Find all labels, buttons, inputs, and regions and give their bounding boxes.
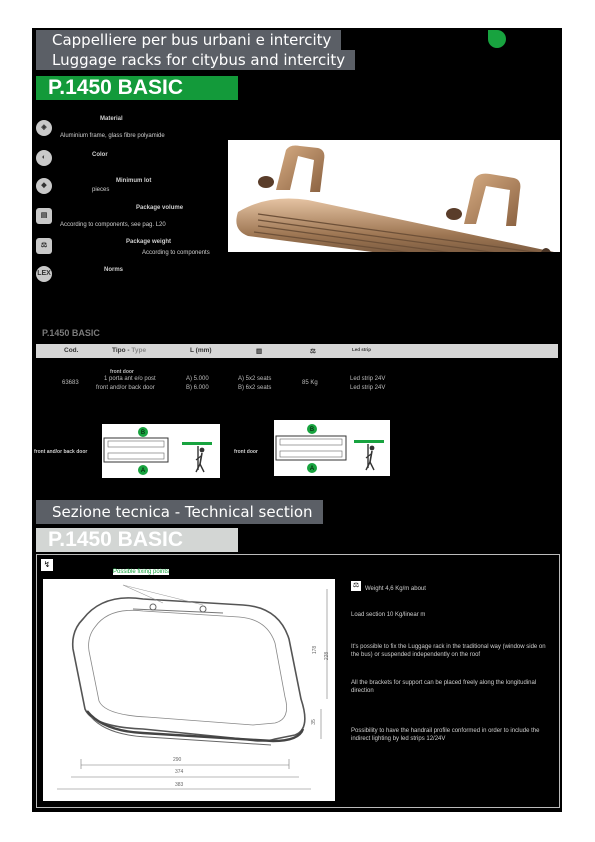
- col-type: [112, 347, 146, 354]
- schema-label-b: B: [309, 427, 315, 433]
- row-cod: 63683: [62, 380, 79, 386]
- feature-label: Material: [100, 116, 123, 122]
- weight-icon: ⚖: [352, 582, 360, 589]
- col-type-en: Type: [131, 347, 147, 354]
- row-weight: 85 Kg: [302, 380, 318, 386]
- technical-section-box: [36, 554, 560, 808]
- feature-label: Minimum lot: [116, 178, 152, 184]
- dimensions-icon: ↯: [41, 559, 53, 571]
- color-icon: ◐: [36, 150, 52, 166]
- spec-load: Load section 10 Kg/linear m: [351, 612, 426, 618]
- section-drawing: [43, 569, 335, 801]
- row-seats-2: B) 6x2 seats: [238, 385, 272, 391]
- row-length-2: B) 6.000: [186, 385, 209, 391]
- feature-label: Norms: [104, 267, 124, 273]
- product-title: P.1450 BASIC: [36, 76, 238, 100]
- table-title: P.1450 BASIC: [42, 328, 100, 338]
- col-length: L (mm): [190, 347, 212, 354]
- minimum-lot-icon: ◆: [36, 178, 52, 194]
- schema-label-1: front and/or back door: [34, 449, 88, 455]
- leaf-icon: [488, 30, 506, 48]
- col-type-it: Tipo -: [112, 347, 132, 354]
- feature-label: Package weight: [126, 239, 172, 245]
- material-icon: ◈: [36, 120, 52, 136]
- row-length-1: A) 5.000: [186, 376, 209, 382]
- dim-35: 35: [310, 719, 317, 725]
- bus-schema-1: [102, 424, 220, 478]
- row-led-1: Led strip 24V: [350, 376, 386, 382]
- package-volume-icon: ▤: [36, 208, 52, 224]
- table-header: [36, 344, 558, 358]
- schema-label-2: front door: [234, 449, 258, 455]
- feature-value: According to components, see pag. L20: [60, 222, 166, 228]
- row-type-1: 1 porta ant e/o post: [104, 376, 156, 382]
- dim-290: 290: [173, 757, 182, 763]
- dim-374: 374: [175, 769, 184, 775]
- catalog-page: [32, 28, 562, 812]
- tech-product-title: P.1450 BASIC: [36, 528, 238, 552]
- row-section: front door: [110, 369, 134, 375]
- luggage-rack-illustration: [228, 140, 560, 252]
- bus-schema-2: [274, 420, 390, 476]
- spec-weight: Weight 4,6 Kg/m about: [365, 586, 426, 592]
- dim-228: 228: [324, 651, 331, 661]
- schema-label-a: A: [140, 468, 146, 474]
- fixing-points-label: Possible fixing points: [113, 569, 170, 575]
- dim-383: 383: [175, 782, 184, 788]
- col-cod: Cod.: [64, 347, 79, 354]
- feature-value: pieces: [92, 187, 110, 193]
- weight-icon: ⚖: [310, 348, 316, 355]
- feature-value: Aluminium frame, glass fibre polyamide: [60, 133, 165, 139]
- product-photo: [228, 140, 560, 252]
- package-weight-icon: ⚖: [36, 238, 52, 254]
- norms-icon: LEX: [36, 266, 52, 282]
- dim-178: 178: [312, 645, 319, 655]
- title-italian: Cappelliere per bus urbani e intercity: [36, 30, 341, 50]
- schema-label-a: A: [309, 466, 315, 472]
- spec-lighting: Possibility to have the handrail profile conformed in order to include the indirect lighting by led strips 12/24V: [351, 728, 540, 742]
- feature-value: According to components: [142, 250, 210, 256]
- row-seats-1: A) 5x2 seats: [238, 376, 272, 382]
- row-type-2: front and/or back door: [96, 385, 155, 391]
- title-english: Luggage racks for citybus and intercity: [36, 50, 355, 70]
- feature-label: Package volume: [136, 205, 184, 211]
- seats-icon: ▥: [256, 348, 263, 355]
- feature-label: Color: [92, 152, 108, 158]
- schema-label-b: B: [140, 430, 146, 436]
- col-led: Led strip: [352, 347, 372, 352]
- row-led-2: Led strip 24V: [350, 385, 386, 391]
- spec-brackets: All the brackets for support can be placed freely along the longitudinal direction: [351, 680, 537, 694]
- spec-fixing: It's possible to fix the Luggage rack in the traditional way (window side on the bus) or suspended independently on the roof: [351, 644, 546, 658]
- tech-title: Sezione tecnica - Technical section: [36, 500, 323, 524]
